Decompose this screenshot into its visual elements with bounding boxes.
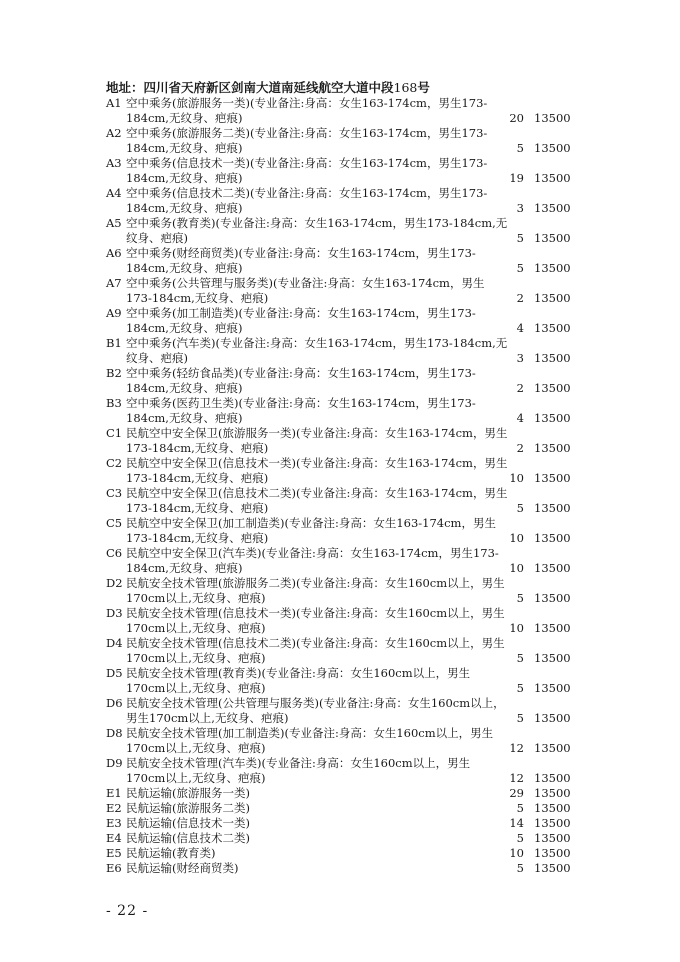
major-description: 空中乘务(汽车类)(专业备注:身高：女生163-174cm，男生173-184cm,无纹身、疤痕) (126, 336, 508, 365)
tuition-fee: 13500 (534, 771, 571, 785)
major-code: A9 (106, 306, 122, 320)
plan-count: 5 (516, 591, 524, 605)
major-description: 空中乘务(教育类)(专业备注:身高：女生163-174cm，男生173-184cm,无纹身、疤痕) (126, 216, 508, 245)
major-description: 民航安全技术管理(公共管理与服务类)(专业备注:身高：女生160cm以上，男生170cm以上,无纹身、疤痕) (126, 696, 505, 725)
major-code: E6 (106, 861, 122, 875)
major-code: A7 (106, 276, 122, 290)
tuition-fee: 13500 (534, 621, 571, 635)
major-description: 民航空中安全保卫(信息技术一类)(专业备注:身高：女生163-174cm，男生173-184cm,无纹身、疤痕) (126, 456, 508, 485)
plan-count: 5 (516, 681, 524, 695)
list-item (106, 696, 586, 726)
major-description: 空中乘务(公共管理与服务类)(专业备注:身高：女生163-174cm，男生173-184cm,无纹身、疤痕) (126, 276, 485, 305)
major-code: A1 (106, 96, 122, 110)
plan-count: 20 (509, 111, 524, 125)
major-code: E4 (106, 831, 122, 845)
major-description: 民航安全技术管理(信息技术二类)(专业备注:身高：女生160cm以上，男生170cm以上,无纹身、疤痕) (126, 636, 505, 665)
major-code: E3 (106, 816, 122, 830)
tuition-fee: 13500 (534, 741, 571, 755)
major-description: 民航运输(信息技术二类) (126, 831, 250, 845)
tuition-fee: 13500 (534, 786, 571, 800)
plan-count: 5 (516, 261, 524, 275)
list-item (106, 366, 586, 396)
tuition-fee: 13500 (534, 261, 571, 275)
school-address (106, 80, 430, 96)
major-description: 空中乘务(旅游服务一类)(专业备注:身高：女生163-174cm，男生173-184cm,无纹身、疤痕) (126, 96, 488, 125)
list-item (106, 606, 586, 636)
list-item (106, 456, 586, 486)
list-item (106, 666, 586, 696)
major-description: 空中乘务(轻纺食品类)(专业备注:身高：女生163-174cm，男生173-184cm,无纹身、疤痕) (126, 366, 476, 395)
list-item (106, 216, 586, 246)
tuition-fee: 13500 (534, 111, 571, 125)
plan-count: 19 (509, 171, 524, 185)
major-code: D5 (106, 666, 123, 680)
list-item (106, 96, 586, 126)
tuition-fee: 13500 (534, 816, 571, 830)
tuition-fee: 13500 (534, 411, 571, 425)
major-code: A6 (106, 246, 122, 260)
plan-count: 5 (516, 831, 524, 845)
list-item (106, 861, 586, 876)
major-description: 空中乘务(信息技术一类)(专业备注:身高：女生163-174cm，男生173-184cm,无纹身、疤痕) (126, 156, 488, 185)
major-description: 民航安全技术管理(信息技术一类)(专业备注:身高：女生160cm以上，男生170cm以上,无纹身、疤痕) (126, 606, 505, 635)
tuition-fee: 13500 (534, 846, 571, 860)
enrollment-list (106, 96, 586, 876)
plan-count: 10 (509, 531, 524, 545)
plan-count: 14 (509, 816, 524, 830)
tuition-fee: 13500 (534, 471, 571, 485)
tuition-fee: 13500 (534, 651, 571, 665)
plan-count: 12 (509, 741, 524, 755)
major-code: E1 (106, 786, 122, 800)
plan-count: 4 (516, 321, 524, 335)
major-code: B1 (106, 336, 122, 350)
major-description: 民航空中安全保卫(信息技术二类)(专业备注:身高：女生163-174cm，男生173-184cm,无纹身、疤痕) (126, 486, 508, 515)
list-item (106, 306, 586, 336)
plan-count: 3 (516, 351, 524, 365)
plan-count: 5 (516, 501, 524, 515)
major-description: 空中乘务(医药卫生类)(专业备注:身高：女生163-174cm，男生173-184cm,无纹身、疤痕) (126, 396, 476, 425)
plan-count: 5 (516, 651, 524, 665)
tuition-fee: 13500 (534, 711, 571, 725)
major-description: 民航空中安全保卫(加工制造类)(专业备注:身高：女生163-174cm，男生173-184cm,无纹身、疤痕) (126, 516, 496, 545)
plan-count: 2 (516, 291, 524, 305)
tuition-fee: 13500 (534, 561, 571, 575)
tuition-fee: 13500 (534, 381, 571, 395)
page-number: - 22 - (106, 903, 149, 919)
list-item (106, 276, 586, 306)
tuition-fee: 13500 (534, 831, 571, 845)
address-number: 168 (393, 80, 418, 95)
plan-count: 3 (516, 201, 524, 215)
major-description: 民航安全技术管理(教育类)(专业备注:身高：女生160cm以上，男生170cm以上,无纹身、疤痕) (126, 666, 471, 695)
major-code: E5 (106, 846, 122, 860)
list-item (106, 576, 586, 606)
major-code: C6 (106, 546, 123, 560)
list-item (106, 426, 586, 456)
major-description: 民航运输(教育类) (126, 846, 216, 860)
plan-count: 12 (509, 771, 524, 785)
major-description: 空中乘务(旅游服务二类)(专业备注:身高：女生163-174cm，男生173-184cm,无纹身、疤痕) (126, 126, 488, 155)
address-text: 地址：四川省天府新区剑南大道南延线航空大道中段 (106, 80, 394, 95)
list-item (106, 816, 586, 831)
tuition-fee: 13500 (534, 141, 571, 155)
major-code: D8 (106, 726, 123, 740)
list-item (106, 786, 586, 801)
major-code: D2 (106, 576, 123, 590)
tuition-fee: 13500 (534, 321, 571, 335)
tuition-fee: 13500 (534, 291, 571, 305)
list-item (106, 636, 586, 666)
plan-count: 5 (516, 711, 524, 725)
major-description: 空中乘务(加工制造类)(专业备注:身高：女生163-174cm，男生173-184cm,无纹身、疤痕) (126, 306, 476, 335)
tuition-fee: 13500 (534, 591, 571, 605)
list-item (106, 831, 586, 846)
major-code: D9 (106, 756, 123, 770)
major-code: A3 (106, 156, 122, 170)
plan-count: 29 (509, 786, 524, 800)
plan-count: 5 (516, 141, 524, 155)
tuition-fee: 13500 (534, 351, 571, 365)
plan-count: 5 (516, 231, 524, 245)
major-code: D4 (106, 636, 123, 650)
major-code: B3 (106, 396, 122, 410)
major-code: A2 (106, 126, 122, 140)
tuition-fee: 13500 (534, 441, 571, 455)
list-item (106, 756, 586, 786)
list-item (106, 156, 586, 186)
tuition-fee: 13500 (534, 681, 571, 695)
major-description: 民航运输(财经商贸类) (126, 861, 239, 875)
tuition-fee: 13500 (534, 231, 571, 245)
major-code: E2 (106, 801, 122, 815)
major-code: C5 (106, 516, 123, 530)
major-description: 民航安全技术管理(旅游服务二类)(专业备注:身高：女生160cm以上，男生170cm以上,无纹身、疤痕) (126, 576, 505, 605)
major-description: 民航空中安全保卫(旅游服务一类)(专业备注:身高：女生163-174cm，男生173-184cm,无纹身、疤痕) (126, 426, 508, 455)
tuition-fee: 13500 (534, 531, 571, 545)
tuition-fee: 13500 (534, 171, 571, 185)
major-description: 空中乘务(财经商贸类)(专业备注:身高：女生163-174cm，男生173-184cm,无纹身、疤痕) (126, 246, 476, 275)
list-item (106, 516, 586, 546)
major-code: C3 (106, 486, 123, 500)
list-item (106, 486, 586, 516)
list-item (106, 726, 586, 756)
major-description: 民航运输(信息技术一类) (126, 816, 250, 830)
major-code: D6 (106, 696, 123, 710)
plan-count: 10 (509, 561, 524, 575)
tuition-fee: 13500 (534, 201, 571, 215)
plan-count: 5 (516, 801, 524, 815)
plan-count: 2 (516, 381, 524, 395)
major-description: 民航空中安全保卫(汽车类)(专业备注:身高：女生163-174cm，男生173-184cm,无纹身、疤痕) (126, 546, 499, 575)
major-code: A5 (106, 216, 122, 230)
major-code: B2 (106, 366, 122, 380)
list-item (106, 186, 586, 216)
list-item (106, 126, 586, 156)
major-description: 空中乘务(信息技术二类)(专业备注:身高：女生163-174cm，男生173-184cm,无纹身、疤痕) (126, 186, 488, 215)
tuition-fee: 13500 (534, 801, 571, 815)
list-item (106, 246, 586, 276)
major-description: 民航运输(旅游服务一类) (126, 786, 250, 800)
major-description: 民航安全技术管理(汽车类)(专业备注:身高：女生160cm以上，男生170cm以上,无纹身、疤痕) (126, 756, 471, 785)
major-code: D3 (106, 606, 123, 620)
major-code: A4 (106, 186, 122, 200)
plan-count: 2 (516, 441, 524, 455)
major-description: 民航运输(旅游服务二类) (126, 801, 250, 815)
plan-count: 10 (509, 621, 524, 635)
tuition-fee: 13500 (534, 861, 571, 875)
plan-count: 4 (516, 411, 524, 425)
list-item (106, 336, 586, 366)
list-item (106, 846, 586, 861)
list-item (106, 546, 586, 576)
tuition-fee: 13500 (534, 501, 571, 515)
address-suffix: 号 (417, 80, 430, 95)
major-description: 民航安全技术管理(加工制造类)(专业备注:身高：女生160cm以上，男生170cm以上,无纹身、疤痕) (126, 726, 494, 755)
major-code: C1 (106, 426, 123, 440)
list-item (106, 801, 586, 816)
plan-count: 5 (516, 861, 524, 875)
plan-count: 10 (509, 846, 524, 860)
plan-count: 10 (509, 471, 524, 485)
major-code: C2 (106, 456, 123, 470)
list-item (106, 396, 586, 426)
